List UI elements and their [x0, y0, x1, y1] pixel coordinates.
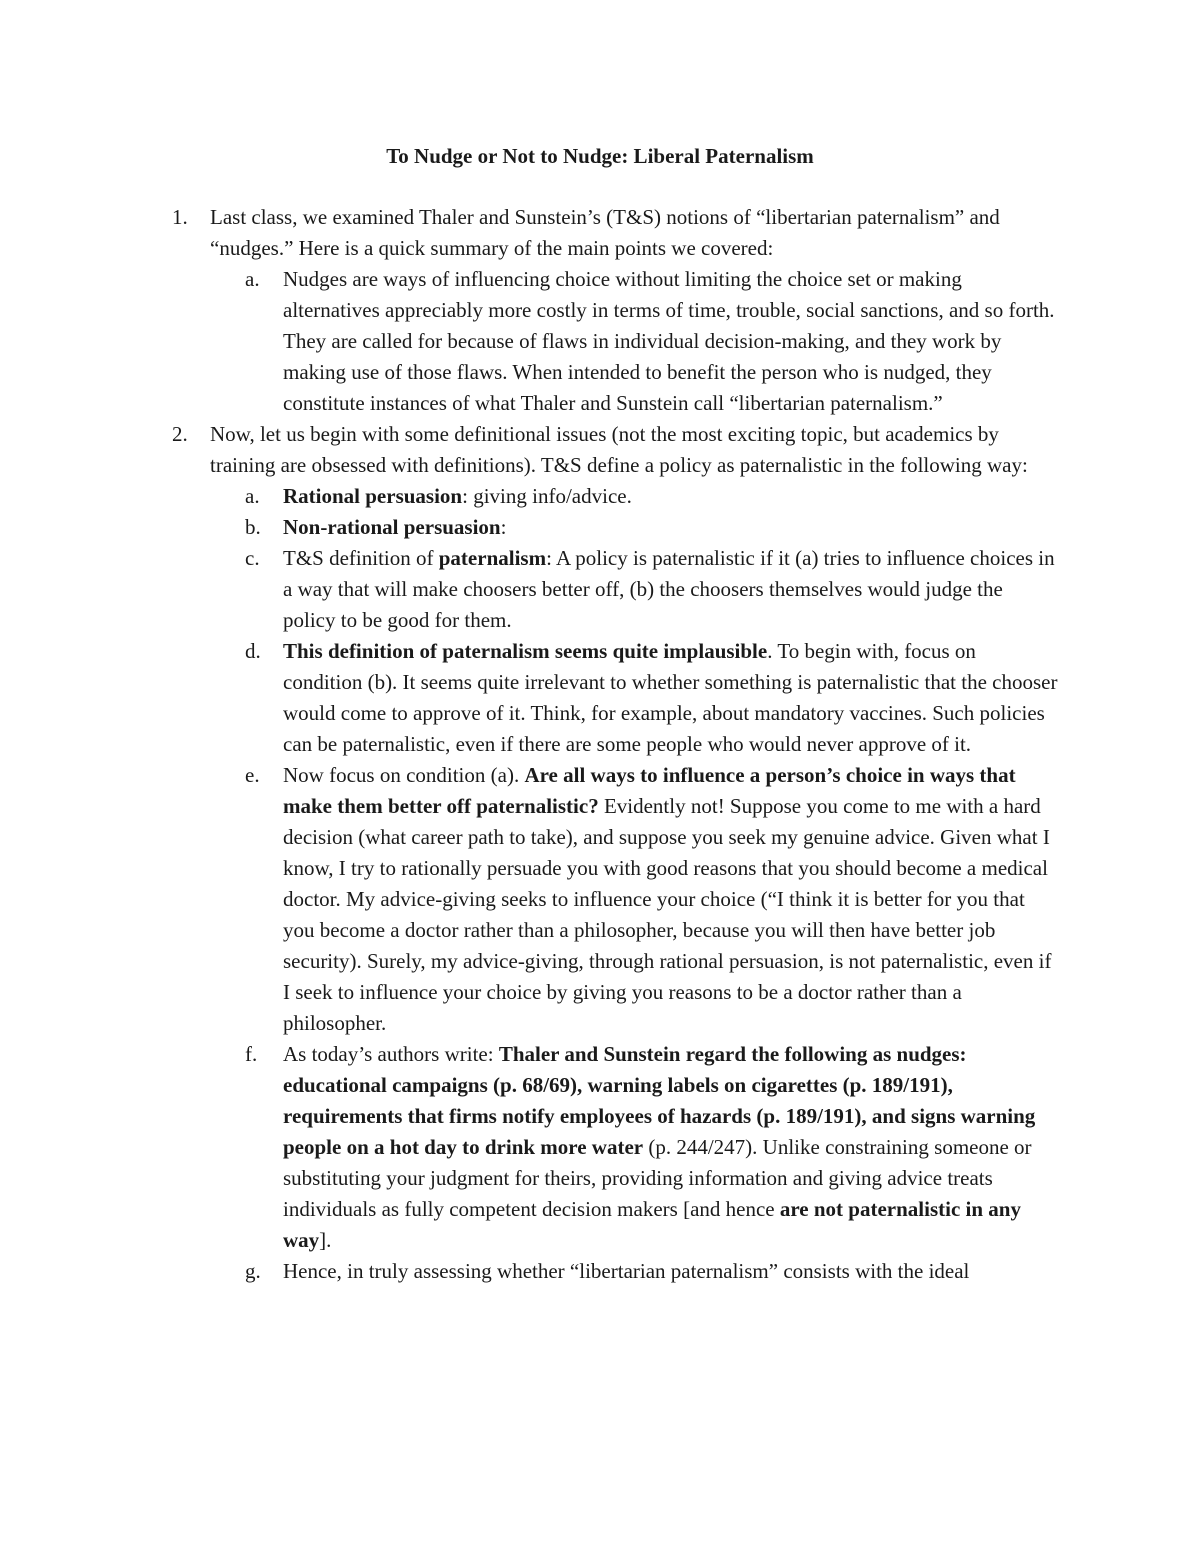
sub-item-text: [283, 1256, 1060, 1287]
sub-item-letter: c.: [245, 546, 260, 570]
text-run: : A policy is paternalistic if it (a) tries to influence choices in a way that will make choosers better off, (b) the choosers themselves would judge the policy to be good for them.: [283, 546, 1055, 632]
item-text: Now, let us begin with some definitional issues (not the most exciting topic, but academics by training are obsessed with definitions). T&S define a policy as paternalistic in the following way:: [210, 422, 1028, 477]
sub-item-text: [283, 264, 1060, 419]
sub-item-text: [283, 512, 1060, 543]
sub-item-2a: [140, 481, 1060, 512]
page-title: To Nudge or Not to Nudge: Liberal Paternalism: [386, 144, 814, 168]
item-number: 2.: [172, 422, 188, 446]
sub-item-letter: a.: [245, 267, 260, 291]
sub-item-letter: b.: [245, 515, 261, 539]
sub-item-letter: f.: [245, 1042, 258, 1066]
sub-item-text: [283, 636, 1060, 760]
sub-item-letter: a.: [245, 484, 260, 508]
list-item-1: [140, 202, 1060, 264]
sub-item-letter: e.: [245, 763, 260, 787]
list-item-2: [140, 419, 1060, 481]
sub-item-2f: [140, 1039, 1060, 1256]
bold-run: paternalism: [438, 546, 547, 570]
sub-item-text: [283, 481, 1060, 512]
bold-run: Thaler and Sunstein regard the following as nudges: educational campaigns (p. 68/69), warning labels on cigarettes (p. 189/191), requirements that firms notify employees of hazards (p. 189/191), and signs warning people on a hot day to drink more water: [283, 1042, 1036, 1159]
text-run: T&S definition of: [283, 546, 439, 570]
item-number: 1.: [172, 205, 188, 229]
sub-item-2e: [140, 760, 1060, 1039]
sub-item-2c: [140, 543, 1060, 636]
bold-run: Rational persuasion: [283, 484, 463, 508]
sub-item-letter: d.: [245, 639, 261, 663]
text-run: : giving info/advice.: [462, 484, 632, 508]
text-run: Nudges are ways of influencing choice without limiting the choice set or making alternatives appreciably more costly in terms of time, trouble, social sanctions, and so forth. They are called for because of flaws in individual decision-making, and they work by making use of those flaws. When intended to benefit the person who is nudged, they constitute instances of what Thaler and Sunstein call “libertarian paternalism.”: [283, 267, 1055, 415]
text-run: . To begin with, focus on condition (b). It seems quite irrelevant to whether something is paternalistic that the chooser would come to approve of it. Think, for example, about mandatory vaccines. Such policies can be paternalistic, even if there are some people who would never approve of it.: [283, 639, 1058, 756]
text-run: Now focus on condition (a).: [283, 763, 525, 787]
sub-item-2g: [140, 1256, 1060, 1287]
numbered-list: [140, 202, 1060, 1287]
item-text: Last class, we examined Thaler and Sunstein’s (T&S) notions of “libertarian paternalism” and “nudges.” Here is a quick summary of the main points we covered:: [210, 205, 1000, 260]
text-run: Evidently not! Suppose you come to me with a hard decision (what career path to take), and suppose you seek my genuine advice. Given what I know, I try to rationally persuade you with good reasons that you should become a medical doctor. My advice-giving seeks to influence your choice (“I think it is better for you that you become a doctor rather than a philosopher, because you will then have better job security). Surely, my advice-giving, through rational persuasion, is not paternalistic, even if I seek to influence your choice by giving you reasons to be a doctor rather than a philosopher.: [283, 794, 1052, 1035]
bold-run: are not paternalistic in any way: [283, 1197, 1021, 1252]
text-run: Hence, in truly assessing whether “libertarian paternalism” consists with the ideal: [283, 1259, 970, 1283]
text-run: As today’s authors write:: [283, 1042, 499, 1066]
text-run: :: [500, 515, 507, 539]
text-run: (p. 244/247). Unlike constraining someone or substituting your judgment for theirs, providing information and giving advice treats individuals as fully competent decision makers [and hence: [283, 1135, 1032, 1221]
sub-item-text: [283, 1039, 1060, 1256]
sub-item-text: [283, 543, 1060, 636]
sub-item-letter: g.: [245, 1259, 261, 1283]
sub-item-2b: [140, 512, 1060, 543]
bold-run: Are all ways to influence a person’s choice in ways that make them better off paternalistic?: [283, 763, 1016, 818]
sub-item-1a: [140, 264, 1060, 419]
sub-item-2d: [140, 636, 1060, 760]
bold-run: Non-rational persuasion: [283, 515, 501, 539]
text-run: ].: [319, 1228, 332, 1252]
sub-item-text: [283, 760, 1060, 1039]
bold-run: This definition of paternalism seems quite implausible: [283, 639, 768, 663]
